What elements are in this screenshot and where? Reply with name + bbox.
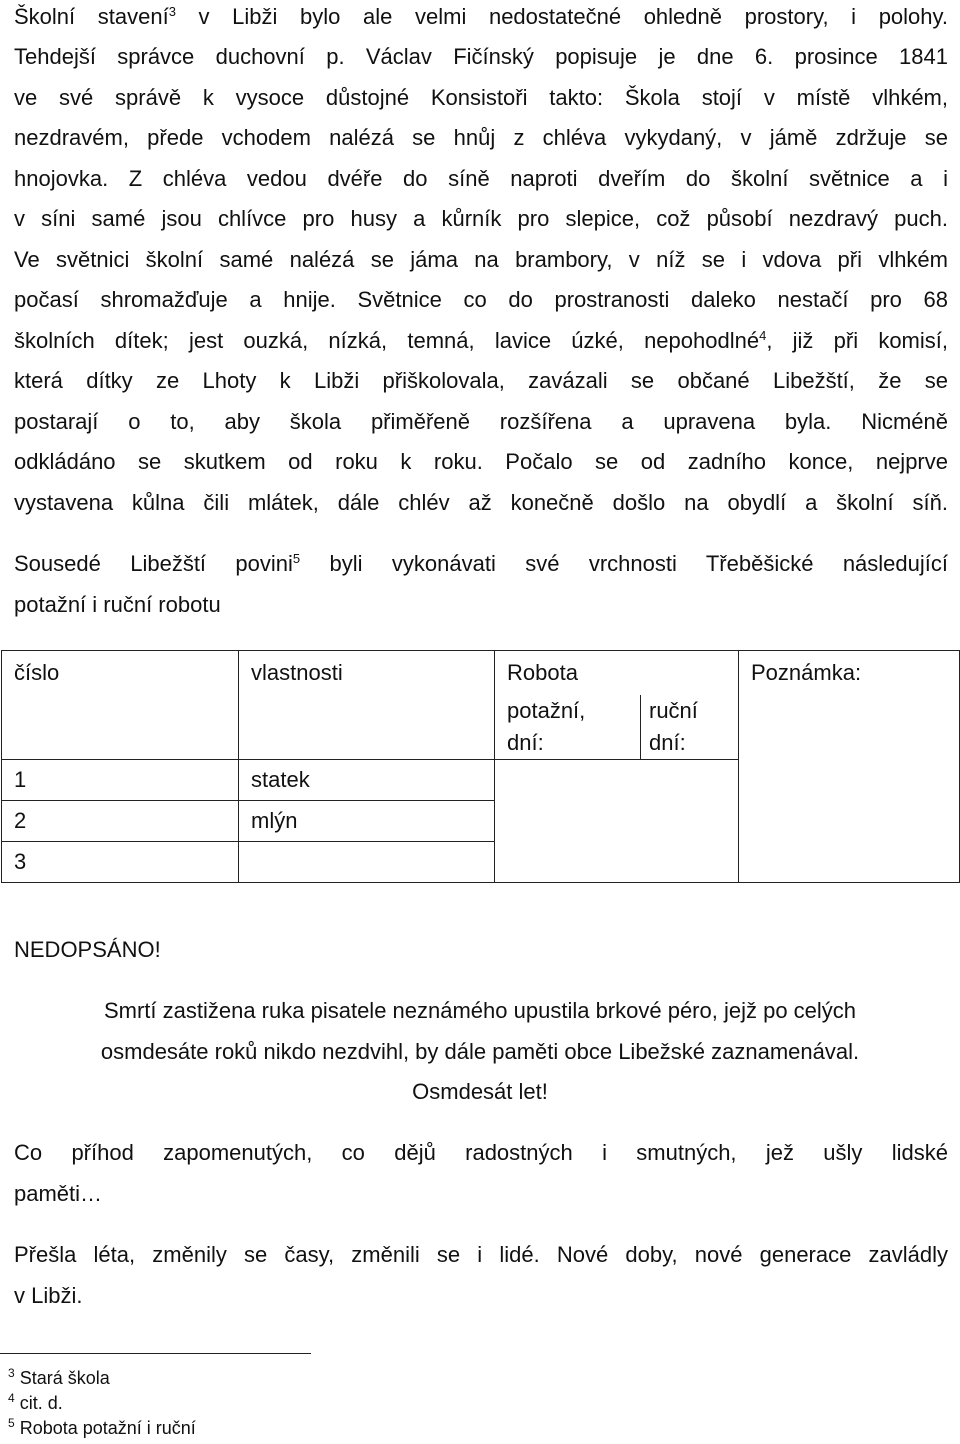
- header-potazni: potažní, dní:: [507, 698, 586, 755]
- para1-line-7: Ve světnici školní samé nalézá se jáma na brambory, v níž se i vdova při vlhkém: [14, 247, 948, 272]
- footnote-ref-4[interactable]: 4: [759, 328, 767, 343]
- para1-line-6: v síni samé jsou chlívce pro husy a kůrník pro slepice, což působí nezdravý puch.: [14, 206, 948, 231]
- footnote-ref-3[interactable]: 3: [168, 4, 176, 19]
- para1-line-2: Tehdejší správce duchovní p. Václav Fičínský popisuje je dne 6. prosince 1841: [14, 44, 948, 69]
- para1-line-9: školních dítek; jest ouzká, nízká, temná, lavice úzké, nepohodlné$^4$, již při komisí,: [14, 328, 948, 353]
- para4-line-1: Přešla léta, změnily se časy, změnili se i lidé. Nové doby, nové generace zavládly: [14, 1242, 948, 1267]
- footnote-ref-5[interactable]: 5: [292, 551, 301, 566]
- para1-line-4: nezdravém, přede vchodem nalézá se hnůj z chléva vykydaný, v jámě zdržuje se: [14, 125, 948, 150]
- closing-line-1: Smrtí zastižena ruka pisatele neznámého upustila brkové péro, jejž po celých: [103, 998, 857, 1023]
- header-robota: Robota: [507, 660, 578, 685]
- cell-cislo: 2: [2, 801, 239, 842]
- para1-line-5: hnojovka. Z chléva vedou dvéře do síně naproti dveřím do školní světnice a i: [14, 166, 948, 191]
- para1-line-3: ve své správě k vysoce důstojné Konsistoři takto: Škola stojí v místě vlhkém,: [14, 85, 948, 110]
- closing-line-2: osmdesáte roků nikdo nezdvihl, by dále paměti obce Libežské zaznamenával.: [100, 1039, 860, 1064]
- footnote-separator: [0, 1353, 311, 1354]
- cell-robota-empty: [495, 760, 739, 883]
- header-rucni: ruční dní:: [640, 695, 738, 759]
- para4-line-2: v Libži.: [14, 1283, 83, 1308]
- nedopsano-note: NEDOPSÁNO!: [14, 937, 161, 962]
- para1-line-8: počasí shromažďuje a hnije. Světnice co do prostranosti daleko nestačí pro 68: [14, 287, 948, 312]
- cell-cislo: 3: [2, 842, 239, 883]
- para1-line-1: Školní stavení$^3$ v Libži bylo ale velmi nedostatečné ohledně prostory, i polohy.: [14, 4, 948, 29]
- cell-vlastnosti: [239, 842, 495, 883]
- para2-line-1: Sousedé Libežští povini$^5$ byli vykonávati své vrchnosti Třeběšické následující: [14, 551, 948, 576]
- para3-line-2: paměti…: [14, 1181, 103, 1206]
- footnote-3: $^3$ Stará škola: [8, 1366, 110, 1388]
- footnote-5: $^5$ Robota potažní i ruční: [8, 1416, 196, 1438]
- para3-line-1: Co příhod zapomenutých, co dějů radostných i smutných, jež ušly lidské: [14, 1140, 948, 1165]
- para1-line-13: vystavena kůlna čili mlátek, dále chlév až konečně došlo na obydlí a školní síň.: [14, 490, 948, 515]
- closing-line-3: Osmdesát let!: [412, 1079, 548, 1104]
- para1-line-10: která dítky ze Lhoty k Libži přiškolovala, zavázali se občané Libežští, že se: [14, 368, 948, 393]
- footnote-4: $^4$ cit. d.: [8, 1391, 63, 1413]
- table-header-row: [2, 651, 960, 760]
- cell-vlastnosti: statek: [239, 760, 495, 801]
- header-cislo: číslo: [2, 651, 239, 760]
- header-robota-group: [495, 651, 739, 760]
- para1-line-11: postarají o to, aby škola přiměřeně rozšířena a upravena byla. Nicméně: [14, 409, 948, 434]
- cell-cislo: 1: [2, 760, 239, 801]
- header-poznamka: Poznámka:: [739, 651, 960, 883]
- robota-table: [1, 650, 960, 883]
- para1-line-12: odkládáno se skutkem od roku k roku. Počalo se od zadního konce, nejprve: [14, 449, 948, 474]
- header-vlastnosti: vlastnosti: [239, 651, 495, 760]
- para2-line-2: potažní i ruční robotu: [14, 592, 221, 617]
- cell-vlastnosti: mlýn: [239, 801, 495, 842]
